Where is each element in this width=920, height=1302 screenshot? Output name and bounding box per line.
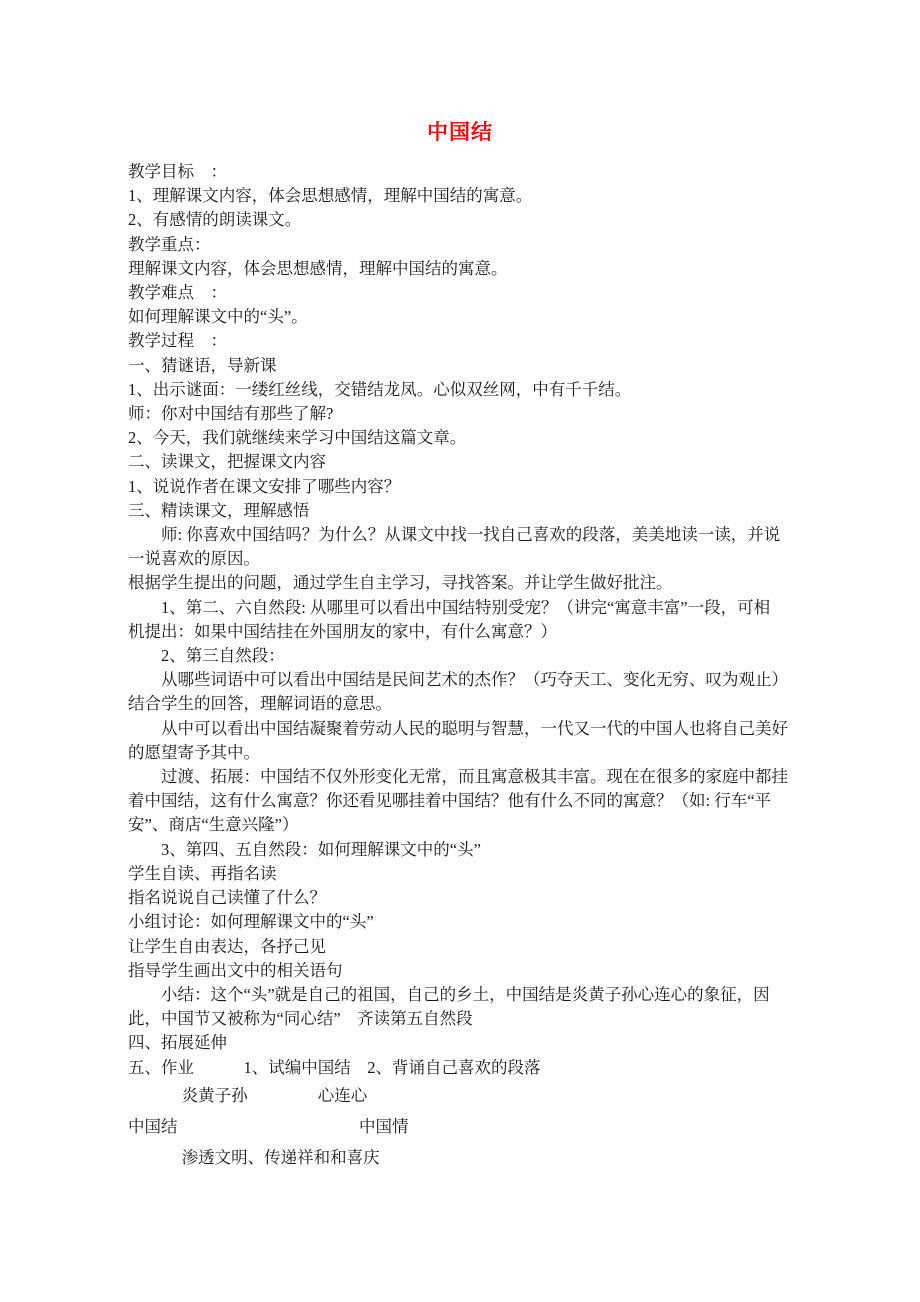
text-line: 一、猜谜语，导新课 [128,355,277,375]
text-line: 让学生自由表达，各抒己见 [128,936,326,956]
text-line: 2、今天，我们就继续来学习中国结这篇文章。 [128,428,467,448]
text-line: 3、第四、五自然段：如何理解课文中的“头” [128,839,481,859]
text-line: 1、理解课文内容，体会思想感情，理解中国结的寓意。 [128,186,533,206]
text-line: 根据学生提出的问题，通过学生自主学习，寻找答案。并让学生做好批注。 [128,573,673,593]
text-line: 理解课文内容，体会思想感情，理解中国结的寓意。 [128,258,508,278]
text-line: 机提出：如果中国结挂在外国朋友的家中，有什么寓意？） [128,621,557,641]
text-line: 三、精读课文，理解感悟 [128,500,310,520]
closing-line: 炎黄子孙 心连心 [128,1085,368,1105]
text-line: 1、出示谜面：一缕红丝线，交错结龙凤。心似双丝网，中有千千结。 [128,379,632,399]
text-line: 从中可以看出中国结凝聚着劳动人民的聪明与智慧，一代又一代的中国人也将自己美好 [128,718,788,738]
text-line: 学生自读、再指名读 [128,863,277,883]
text-line: 四、拓展延伸 [128,1033,227,1053]
closing-line: 渗透文明、传递祥和和喜庆 [128,1147,380,1167]
text-line: 1、第二、六自然段: 从哪里可以看出中国结特别受宠？（讲完“寓意丰富”一段，可相 [128,597,771,617]
text-line: 如何理解课文中的“头”。 [128,307,308,327]
text-line: 2、有感情的朗读课文。 [128,210,302,230]
text-line: 的愿望寄予其中。 [128,742,260,762]
text-line: 教学过程 ： [128,331,227,351]
text-line: 师: 你喜欢中国结吗？为什么？从课文中找一找自己喜欢的段落，美美地读一读，并说 [128,525,781,545]
text-line: 2、第三自然段： [128,646,285,666]
text-line: 此，中国节又被称为“同心结” 齐读第五自然段 [128,1009,473,1029]
text-line: 从哪些词语中可以看出中国结是民间艺术的杰作？（巧夺天工、变化无穷、叹为观止） [128,670,788,690]
text-line: 1、说说作者在课文安排了哪些内容？ [128,476,401,496]
text-line: 教学难点 ： [128,283,227,303]
text-line: 结合学生的回答，理解词语的意思。 [128,694,392,714]
page-title: 中国结 [427,120,493,144]
text-line: 着中国结，这有什么寓意？你还看见哪挂着中国结？他有什么不同的寓意？（如: 行车“平 [128,791,772,811]
text-line: 安”、商店“生意兴隆”） [128,815,299,835]
text-line: 一说喜欢的原因。 [128,549,260,569]
closing-line: 中国结 中国情 [128,1116,409,1136]
text-line: 二、读课文，把握课文内容 [128,452,326,472]
text-line: 指导学生画出文中的相关语句 [128,960,343,980]
text-line: 小组讨论：如何理解课文中的“头” [128,912,374,932]
document-body [128,160,820,1173]
text-line: 教学目标 ： [128,162,227,181]
text-line: 过渡、拓展：中国结不仅外形变化无常，而且寓意极其丰富。现在在很多的家庭中都挂 [128,767,788,787]
text-line: 小结：这个“头”就是自己的祖国，自己的乡土，中国结是炎黄子孙心连心的象征，因 [128,984,770,1004]
text-line: 五、作业 1、试编中国结 2、背诵自己喜欢的段落 [128,1057,541,1077]
text-line: 师：你对中国结有那些了解? [128,404,334,424]
text-line: 教学重点： [128,234,211,254]
text-line: 指名说说自己读懂了什么？ [128,888,326,908]
